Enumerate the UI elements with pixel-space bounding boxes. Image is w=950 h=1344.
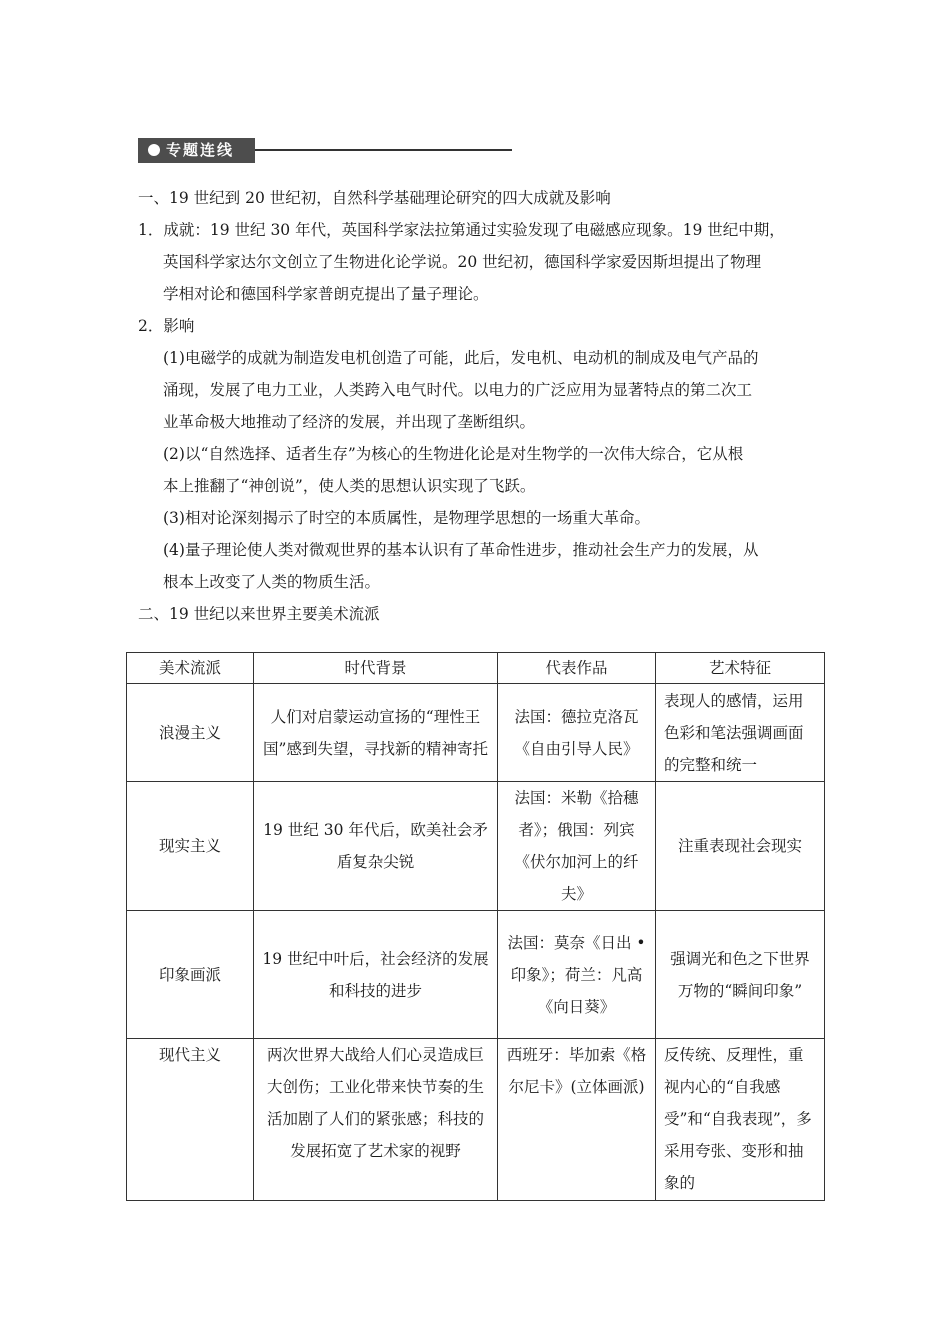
- achievement-line-1: 1．成就：19 世纪 30 年代，英国科学家法拉第通过实验发现了电磁感应现象。19 世纪中期，: [138, 221, 785, 239]
- header-school: 美术流派: [127, 653, 254, 684]
- art-features: 反传统、反理性，重视内心的“自我感受”和“自我表现”，多采用夸张、变形和抽象的: [656, 1039, 825, 1201]
- table-row: [127, 782, 825, 911]
- impact-heading: 2．影响: [138, 317, 195, 335]
- representative-works: 法国：莫奈《日出 • 印象》；荷兰：凡高《向日葵》: [498, 911, 656, 1039]
- representative-works: 法国：德拉克洛瓦《自由引导人民》: [498, 684, 656, 782]
- impact-2-line-1: (2)以“自然选择、适者生存”为核心的生物进化论是对生物学的一次伟大综合，它从根: [163, 445, 744, 463]
- table-row: [127, 684, 825, 782]
- representative-works: 西班牙：毕加索《格尔尼卡》(立体画派): [498, 1039, 656, 1201]
- art-features: 强调光和色之下世界万物的“瞬间印象”: [656, 911, 825, 1039]
- art-schools-table: [126, 652, 825, 1201]
- table-header-row: [127, 653, 825, 684]
- table-row: [127, 911, 825, 1039]
- impact-4-line-2: 根本上改变了人类的物质生活。: [163, 573, 381, 591]
- impact-1-line-2: 涌现，发展了电力工业，人类跨入电气时代。以电力的广泛应用为显著特点的第二次工: [163, 381, 753, 399]
- school-name: 现实主义: [127, 782, 254, 911]
- section-header: [138, 138, 512, 164]
- header-features: 艺术特征: [656, 653, 825, 684]
- art-features: 表现人的感情，运用色彩和笔法强调画面的完整和统一: [656, 684, 825, 782]
- section-badge: [138, 138, 255, 163]
- school-name: 印象画派: [127, 911, 254, 1039]
- header-background: 时代背景: [254, 653, 498, 684]
- achievement-line-2: 英国科学家达尔文创立了生物进化论学说。20 世纪初，德国科学家爱因斯坦提出了物理: [163, 253, 762, 271]
- school-name: 现代主义: [127, 1039, 254, 1201]
- impact-1-line-1: (1)电磁学的成就为制造发电机创造了可能，此后，发电机、电动机的制成及电气产品的: [163, 349, 759, 367]
- era-background: 19 世纪中叶后，社会经济的发展和科技的进步: [254, 911, 498, 1039]
- heading-two: 二、19 世纪以来世界主要美术流派: [138, 605, 380, 623]
- impact-2-line-2: 本上推翻了“神创说”，使人类的思想认识实现了飞跃。: [163, 477, 536, 495]
- era-background: 两次世界大战给人们心灵造成巨大创伤；工业化带来快节奏的生活加剧了人们的紧张感；科技的发展拓宽了艺术家的视野: [254, 1039, 498, 1201]
- section-badge-label: 专题连线: [166, 141, 235, 159]
- era-background: 19 世纪 30 年代后，欧美社会矛盾复杂尖锐: [254, 782, 498, 911]
- impact-3-line-1: (3)相对论深刻揭示了时空的本质属性，是物理学思想的一场重大革命。: [163, 509, 650, 527]
- heading-one: 一、19 世纪到 20 世纪初，自然科学基础理论研究的四大成就及影响: [138, 189, 611, 207]
- bullet-dot-icon: [148, 144, 160, 156]
- impact-1-line-3: 业革命极大地推动了经济的发展，并出现了垄断组织。: [163, 413, 536, 431]
- art-features: 注重表现社会现实: [656, 782, 825, 911]
- section-rule: [255, 149, 512, 151]
- achievement-line-3: 学相对论和德国科学家普朗克提出了量子理论。: [163, 285, 489, 303]
- header-works: 代表作品: [498, 653, 656, 684]
- impact-4-line-1: (4)量子理论使人类对微观世界的基本认识有了革命性进步，推动社会生产力的发展，从: [163, 541, 759, 559]
- representative-works: 法国：米勒《拾穗者》；俄国：列宾《伏尔加河上的纤夫》: [498, 782, 656, 911]
- table-row: [127, 1039, 825, 1201]
- era-background: 人们对启蒙运动宣扬的“理性王国”感到失望，寻找新的精神寄托: [254, 684, 498, 782]
- school-name: 浪漫主义: [127, 684, 254, 782]
